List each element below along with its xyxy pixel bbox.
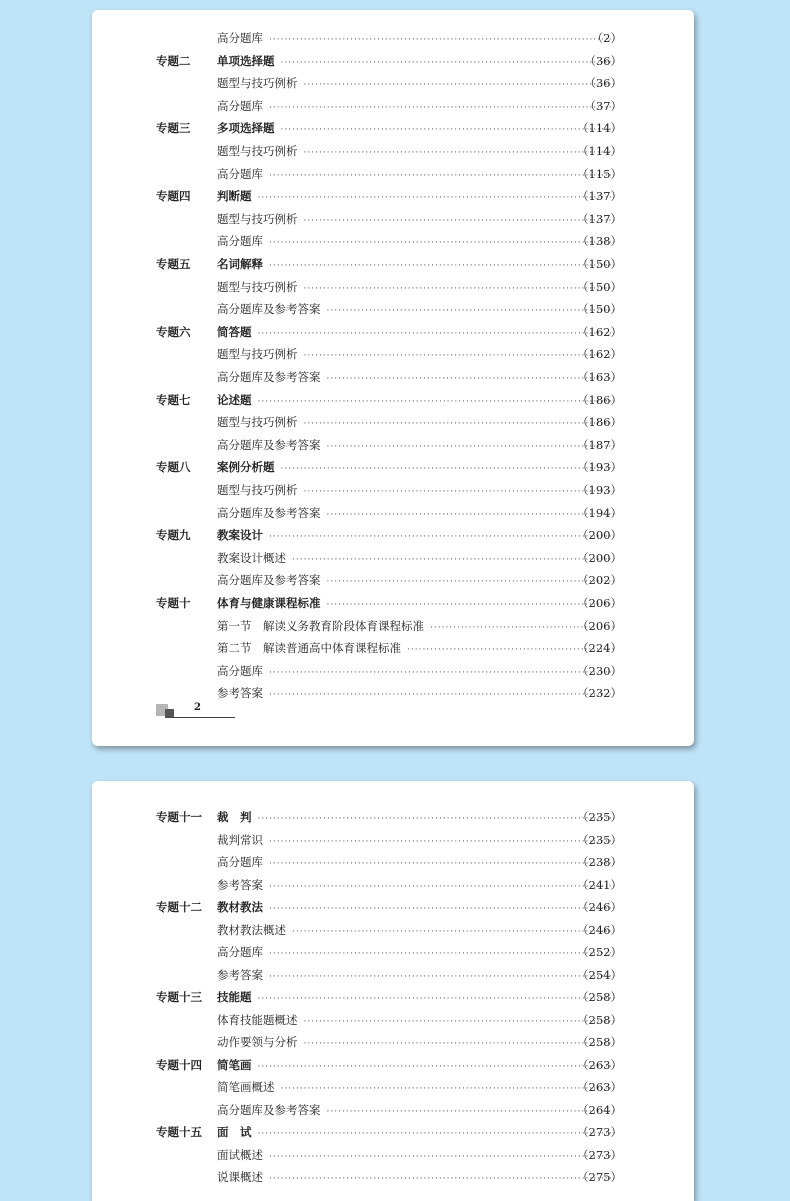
entry-title: 裁判常识	[217, 832, 263, 847]
entry-page-number: （258）	[577, 1012, 622, 1027]
toc-entry	[217, 50, 622, 74]
dot-leader	[269, 232, 616, 254]
toc-section-row	[92, 569, 694, 591]
entry-title: 题型与技巧例析	[217, 415, 298, 430]
dot-leader	[269, 29, 616, 51]
toc-section-row	[92, 276, 694, 298]
toc-entry	[217, 321, 622, 345]
toc-entry	[217, 851, 622, 875]
toc-section-row	[92, 27, 694, 49]
entry-title: 题型与技巧例析	[217, 347, 298, 362]
entry-page-number: （193）	[577, 483, 622, 497]
toc-chapter-row	[92, 253, 694, 275]
toc-section-row	[92, 479, 694, 501]
toc-entry	[217, 163, 622, 187]
entry-page-number: （200）	[577, 528, 622, 543]
toc-entry	[217, 941, 622, 965]
entry-title: 题型与技巧例析	[217, 483, 298, 497]
toc-entry	[217, 479, 622, 503]
toc-section-row	[92, 615, 694, 637]
dot-leader	[258, 1056, 617, 1078]
entry-page-number: （238）	[577, 855, 622, 869]
toc-section-row	[92, 95, 694, 117]
dot-leader	[269, 943, 616, 965]
entry-page-number: （193）	[577, 460, 622, 475]
toc-entry	[217, 434, 622, 458]
entry-page-number: （200）	[577, 550, 622, 565]
entry-title: 说课概述	[217, 1170, 263, 1184]
entry-title: 判断题	[217, 189, 252, 204]
chapter-number: 专题六	[156, 324, 191, 339]
entry-page-number: （206）	[577, 618, 622, 633]
chapter-number: 专题四	[156, 189, 191, 204]
toc-section-row	[92, 502, 694, 524]
entry-page-number: （232）	[577, 686, 622, 701]
toc-entry	[217, 253, 622, 277]
toc-entry	[217, 343, 622, 367]
entry-title: 简笔画	[217, 1057, 252, 1072]
dot-leader	[258, 808, 617, 830]
entry-page-number: （186）	[577, 415, 622, 430]
dot-leader	[281, 119, 617, 141]
entry-title: 第一节 解读义务教育阶段体育课程标准	[217, 618, 424, 633]
toc-section-row	[92, 208, 694, 230]
toc-entry	[217, 298, 622, 322]
entry-page-number: （258）	[577, 1035, 622, 1049]
dot-leader	[304, 345, 617, 367]
chapter-number: 专题十三	[156, 990, 202, 1004]
toc-chapter-row	[92, 524, 694, 546]
dot-leader	[269, 1168, 616, 1190]
entry-title: 案例分析题	[217, 460, 275, 475]
dot-leader	[327, 300, 617, 322]
entry-title: 高分题库及参考答案	[217, 370, 321, 384]
entry-page-number: （162）	[577, 324, 622, 339]
chapter-number: 专题三	[156, 121, 191, 136]
toc-entry	[217, 986, 622, 1010]
toc-section-row	[92, 547, 694, 569]
toc-chapter-row	[92, 806, 694, 828]
entry-title: 动作要领与分析	[217, 1035, 298, 1049]
entry-page-number: （36）	[584, 53, 622, 68]
dot-leader	[327, 436, 617, 458]
toc-section-row	[92, 366, 694, 388]
toc-entry	[217, 896, 622, 920]
entry-title: 题型与技巧例析	[217, 279, 298, 294]
toc-section-row	[92, 964, 694, 986]
dot-leader	[281, 458, 617, 480]
toc-section-row	[92, 298, 694, 320]
entry-page-number: （246）	[577, 922, 622, 937]
entry-page-number: （235）	[577, 810, 622, 824]
toc-section-row	[92, 72, 694, 94]
dot-leader	[304, 142, 617, 164]
chapter-number: 专题十一	[156, 810, 202, 824]
toc-entry	[217, 117, 622, 141]
chapter-number: 专题十二	[156, 900, 202, 914]
toc-entry	[217, 829, 622, 853]
entry-title: 高分题库	[217, 98, 263, 113]
dot-leader	[292, 921, 616, 943]
entry-page-number: （275）	[577, 1170, 622, 1184]
entry-title: 多项选择题	[217, 121, 275, 136]
entry-page-number: （150）	[577, 257, 622, 271]
toc-section-row	[92, 140, 694, 162]
chapter-number: 专题十五	[156, 1125, 202, 1139]
entry-page-number: （264）	[577, 1102, 622, 1117]
dot-leader	[269, 255, 616, 277]
entry-page-number: （273）	[577, 1125, 622, 1139]
toc-section-row	[92, 829, 694, 851]
toc-section-row	[92, 1166, 694, 1188]
toc-entry	[217, 366, 622, 390]
toc-entry	[217, 1099, 622, 1123]
toc-page-1	[92, 10, 694, 746]
toc-entry	[217, 456, 622, 480]
toc-section-row	[92, 919, 694, 941]
toc-entry	[217, 569, 622, 593]
chapter-number: 专题十四	[156, 1057, 202, 1072]
toc-entry	[217, 276, 622, 300]
entry-title: 第二节 解读普通高中体育课程标准	[217, 641, 401, 656]
dot-leader	[304, 1033, 617, 1055]
toc-chapter-row	[92, 185, 694, 207]
entry-page-number: （273）	[577, 1147, 622, 1162]
entry-title: 高分题库及参考答案	[217, 1102, 321, 1117]
entry-page-number: （202）	[577, 573, 622, 588]
dot-leader	[269, 853, 616, 875]
dot-leader	[281, 1078, 617, 1100]
toc-entry	[217, 1054, 622, 1078]
toc-entry	[217, 1076, 622, 1100]
entry-title: 高分题库	[217, 234, 263, 249]
toc-section-row	[92, 874, 694, 896]
toc-entry	[217, 72, 622, 96]
entry-page-number: （258）	[577, 990, 622, 1004]
toc-entry	[217, 1166, 622, 1190]
entry-page-number: （115）	[577, 166, 622, 181]
dot-leader	[304, 1011, 617, 1033]
toc-section-row	[92, 1031, 694, 1053]
dot-leader	[281, 52, 617, 74]
entry-page-number: （263）	[577, 1080, 622, 1094]
entry-title: 教案设计概述	[217, 550, 286, 565]
entry-title: 题型与技巧例析	[217, 76, 298, 91]
toc-entry	[217, 389, 622, 413]
entry-page-number: （138）	[577, 234, 622, 249]
entry-title: 体育技能题概述	[217, 1012, 298, 1027]
entry-title: 参考答案	[217, 967, 263, 982]
page-footer	[156, 702, 236, 722]
entry-page-number: （137）	[577, 189, 622, 204]
entry-title: 题型与技巧例析	[217, 211, 298, 226]
toc-entry	[217, 592, 622, 616]
dot-leader	[292, 549, 616, 571]
entry-title: 裁 判	[217, 810, 252, 824]
toc-entry	[217, 524, 622, 548]
toc-entry	[217, 660, 622, 684]
entry-title: 论述题	[217, 392, 252, 407]
toc-entry	[217, 1144, 622, 1168]
entry-title: 高分题库及参考答案	[217, 505, 321, 520]
toc-entry	[217, 230, 622, 254]
entry-page-number: （252）	[577, 945, 622, 959]
entry-page-number: （186）	[577, 392, 622, 407]
toc-section-row	[92, 411, 694, 433]
chapter-number: 专题二	[156, 53, 191, 68]
dot-leader	[269, 831, 616, 853]
toc-entry	[217, 806, 622, 830]
toc-section-row	[92, 343, 694, 365]
toc-entry	[217, 1121, 622, 1145]
entry-page-number: （187）	[577, 437, 622, 452]
toc-section-row	[92, 637, 694, 659]
toc-section-row	[92, 1144, 694, 1166]
entry-title: 高分题库及参考答案	[217, 573, 321, 588]
entry-page-number: （263）	[577, 1057, 622, 1072]
dot-leader	[269, 898, 616, 920]
toc-entry	[217, 185, 622, 209]
toc-entry	[217, 1031, 622, 1055]
entry-page-number: （162）	[577, 347, 622, 362]
toc-chapter-row	[92, 321, 694, 343]
toc-chapter-row	[92, 1054, 694, 1076]
toc-section-row	[92, 230, 694, 252]
footer-rule	[165, 717, 235, 718]
dot-leader	[269, 526, 616, 548]
entry-page-number: （230）	[577, 663, 622, 678]
entry-page-number: （254）	[577, 967, 622, 982]
toc-chapter-row	[92, 986, 694, 1008]
entry-page-number: （114）	[577, 144, 622, 158]
toc-section-row	[92, 1099, 694, 1121]
entry-title: 教材教法概述	[217, 922, 286, 937]
chapter-number: 专题十	[156, 596, 191, 610]
entry-title: 高分题库及参考答案	[217, 437, 321, 452]
entry-page-number: （224）	[577, 641, 622, 656]
entry-page-number: （163）	[577, 370, 622, 384]
dot-leader	[258, 187, 617, 209]
entry-title: 参考答案	[217, 686, 263, 701]
toc-section-row	[92, 1076, 694, 1098]
dot-leader	[304, 481, 617, 503]
dot-leader	[269, 684, 616, 706]
dot-leader	[258, 323, 617, 345]
entry-title: 参考答案	[217, 877, 263, 892]
toc-chapter-row	[92, 117, 694, 139]
entry-page-number: （37）	[584, 98, 622, 113]
entry-page-number: （36）	[584, 76, 622, 91]
entry-title: 教案设计	[217, 528, 263, 543]
toc-chapter-row	[92, 389, 694, 411]
entry-title: 题型与技巧例析	[217, 144, 298, 158]
toc-chapter-row	[92, 896, 694, 918]
toc-section-row	[92, 851, 694, 873]
dot-leader	[269, 966, 616, 988]
dot-leader	[269, 1146, 616, 1168]
entry-page-number: （114）	[577, 121, 622, 136]
toc-section-row	[92, 660, 694, 682]
toc-chapter-row	[92, 456, 694, 478]
dot-leader	[327, 368, 617, 390]
toc-entry	[217, 615, 622, 639]
toc-section-row	[92, 1009, 694, 1031]
toc-page-2	[92, 781, 694, 1201]
dot-leader	[269, 876, 616, 898]
entry-page-number: （194）	[577, 505, 622, 520]
entry-title: 体育与健康课程标准	[217, 596, 321, 610]
toc-entry	[217, 1009, 622, 1033]
entry-page-number: （150）	[577, 302, 622, 317]
entry-page-number: （235）	[577, 832, 622, 847]
dot-leader	[304, 278, 617, 300]
toc-entry	[217, 27, 622, 51]
dot-leader	[269, 97, 616, 119]
toc-entry	[217, 682, 622, 706]
toc-section-row	[92, 434, 694, 456]
toc-entry	[217, 502, 622, 526]
dot-leader	[304, 210, 617, 232]
dot-leader	[258, 391, 617, 413]
entry-title: 面 试	[217, 1125, 252, 1139]
entry-page-number: （246）	[577, 900, 622, 914]
entry-title: 高分题库	[217, 166, 263, 181]
toc-chapter-row	[92, 50, 694, 72]
toc-section-row	[92, 941, 694, 963]
toc-entry	[217, 547, 622, 571]
dot-leader	[304, 74, 617, 96]
dot-leader	[327, 1101, 617, 1123]
toc-chapter-row	[92, 592, 694, 614]
chapter-number: 专题五	[156, 257, 191, 271]
dot-leader	[269, 165, 616, 187]
dot-leader	[327, 571, 617, 593]
entry-title: 高分题库	[217, 945, 263, 959]
entry-page-number: （150）	[577, 279, 622, 294]
toc-entry	[217, 637, 622, 661]
page-number: 2	[194, 702, 201, 713]
toc-chapter-row	[92, 1121, 694, 1143]
chapter-number: 专题八	[156, 460, 191, 475]
dot-leader	[258, 1123, 617, 1145]
toc-entry	[217, 95, 622, 119]
dot-leader	[327, 504, 617, 526]
dot-leader	[304, 413, 617, 435]
entry-title: 名词解释	[217, 257, 263, 271]
entry-title: 简答题	[217, 324, 252, 339]
entry-title: 高分题库	[217, 855, 263, 869]
entry-page-number: （241）	[577, 877, 622, 892]
entry-title: 高分题库及参考答案	[217, 302, 321, 317]
toc-entry	[217, 964, 622, 988]
entry-page-number: （2）	[591, 31, 622, 45]
entry-page-number: （206）	[577, 596, 622, 610]
chapter-number: 专题七	[156, 392, 191, 407]
toc-entry	[217, 874, 622, 898]
entry-page-number: （137）	[577, 211, 622, 226]
toc-section-row	[92, 163, 694, 185]
toc-entry	[217, 208, 622, 232]
entry-title: 面试概述	[217, 1147, 263, 1162]
entry-title: 单项选择题	[217, 53, 275, 68]
toc-entry	[217, 919, 622, 943]
dot-leader	[327, 594, 617, 616]
toc-entry	[217, 140, 622, 164]
entry-title: 技能题	[217, 990, 252, 1004]
toc-entry	[217, 411, 622, 435]
entry-title: 高分题库	[217, 663, 263, 678]
entry-title: 简笔画概述	[217, 1080, 275, 1094]
entry-title: 高分题库	[217, 31, 263, 45]
entry-title: 教材教法	[217, 900, 263, 914]
dot-leader	[258, 988, 617, 1010]
chapter-number: 专题九	[156, 528, 191, 543]
dot-leader	[269, 662, 616, 684]
